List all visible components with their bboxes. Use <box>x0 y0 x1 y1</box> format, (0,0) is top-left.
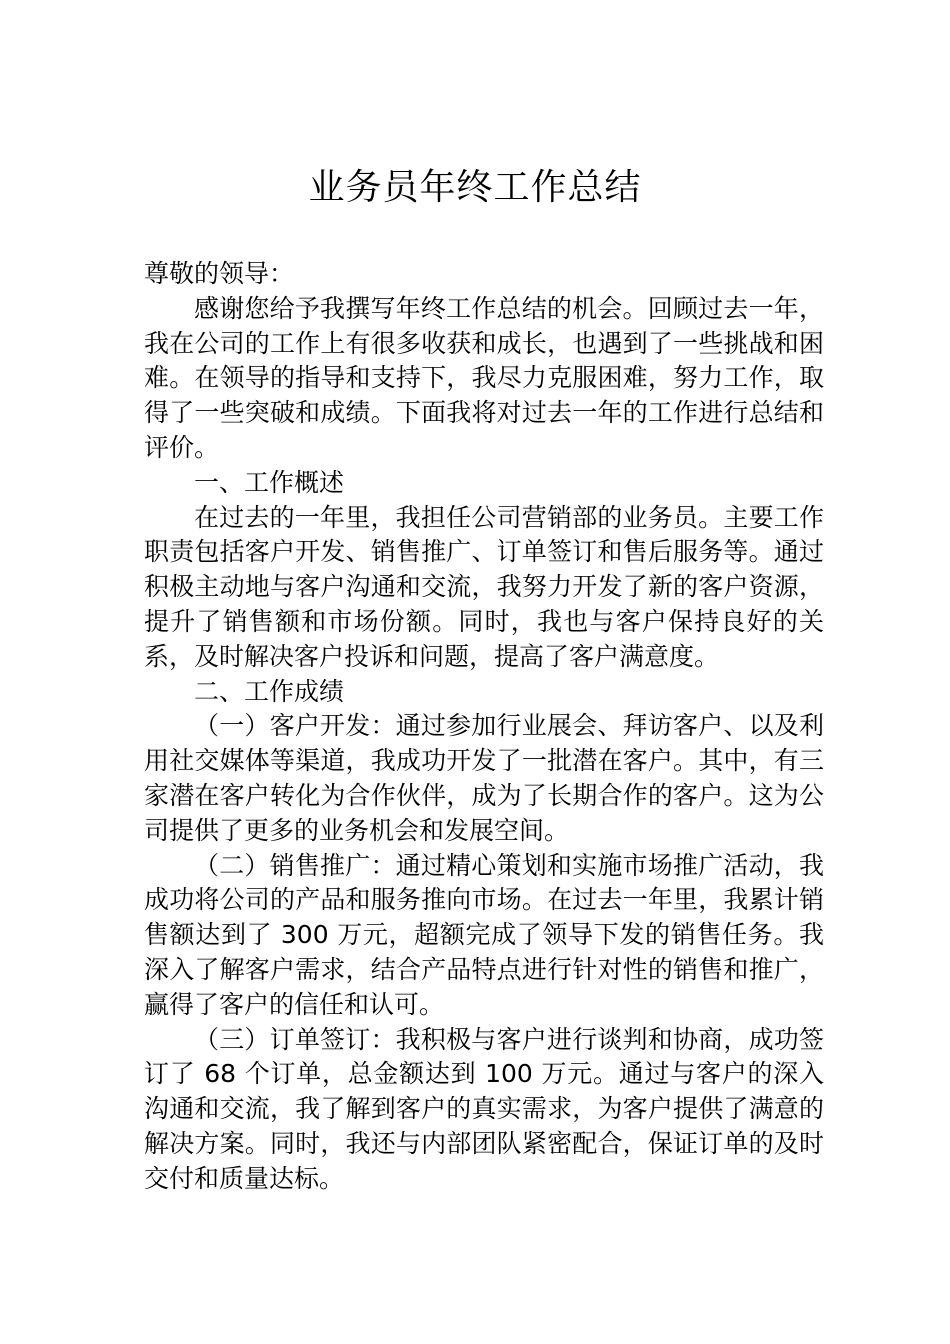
salutation: 尊敬的领导： <box>144 259 295 288</box>
section-heading-achievements: 二、工作成绩 <box>194 676 345 706</box>
paragraph-customer-development: （一）客户开发：通过参加行业展会、拜访客户、以及利用社交媒体等渠道，我成功开发了一批潜在客户。其中，有三家潜在客户转化为合作伙伴，成为了长期合作的客户。这为公司提供了更多的业务机会和发展空间。 <box>144 711 824 845</box>
paragraph-order-signing: （三）订单签订：我积极与客户进行谈判和协商，成功签订了 68 个订单，总金额达到 100 万元。通过与客户的深入沟通和交流，我了解到客户的真实需求，为客户提供了满意的解决方案。同时，我还与内部团队紧密配合，保证订单的及时交付和质量达标。 <box>144 1024 824 1193</box>
section-heading-overview: 一、工作概述 <box>194 467 345 497</box>
paragraph-overview: 在过去的一年里，我担任公司营销部的业务员。主要工作职责包括客户开发、销售推广、订单签订和售后服务等。通过积极主动地与客户沟通和交流，我努力开发了新的客户资源，提升了销售额和市场份额。同时，我也与客户保持良好的关系，及时解决客户投诉和问题，提高了客户满意度。 <box>144 502 824 671</box>
document-body <box>144 257 824 1197</box>
paragraph-intro: 感谢您给予我撰写年终工作总结的机会。回顾过去一年，我在公司的工作上有很多收获和成长，也遇到了一些挑战和困难。在领导的指导和支持下，我尽力克服困难，努力工作，取得了一些突破和成绩。下面我将对过去一年的工作进行总结和评价。 <box>144 293 824 462</box>
paragraph-sales-promotion: （二）销售推广：通过精心策划和实施市场推广活动，我成功将公司的产品和服务推向市场。在过去一年里，我累计销售额达到了 300 万元，超额完成了领导下发的销售任务。我深入了解客户需求，结合产品特点进行针对性的销售和推广，赢得了客户的信任和认可。 <box>144 850 824 1019</box>
document-title: 业务员年终工作总结 <box>308 167 642 208</box>
